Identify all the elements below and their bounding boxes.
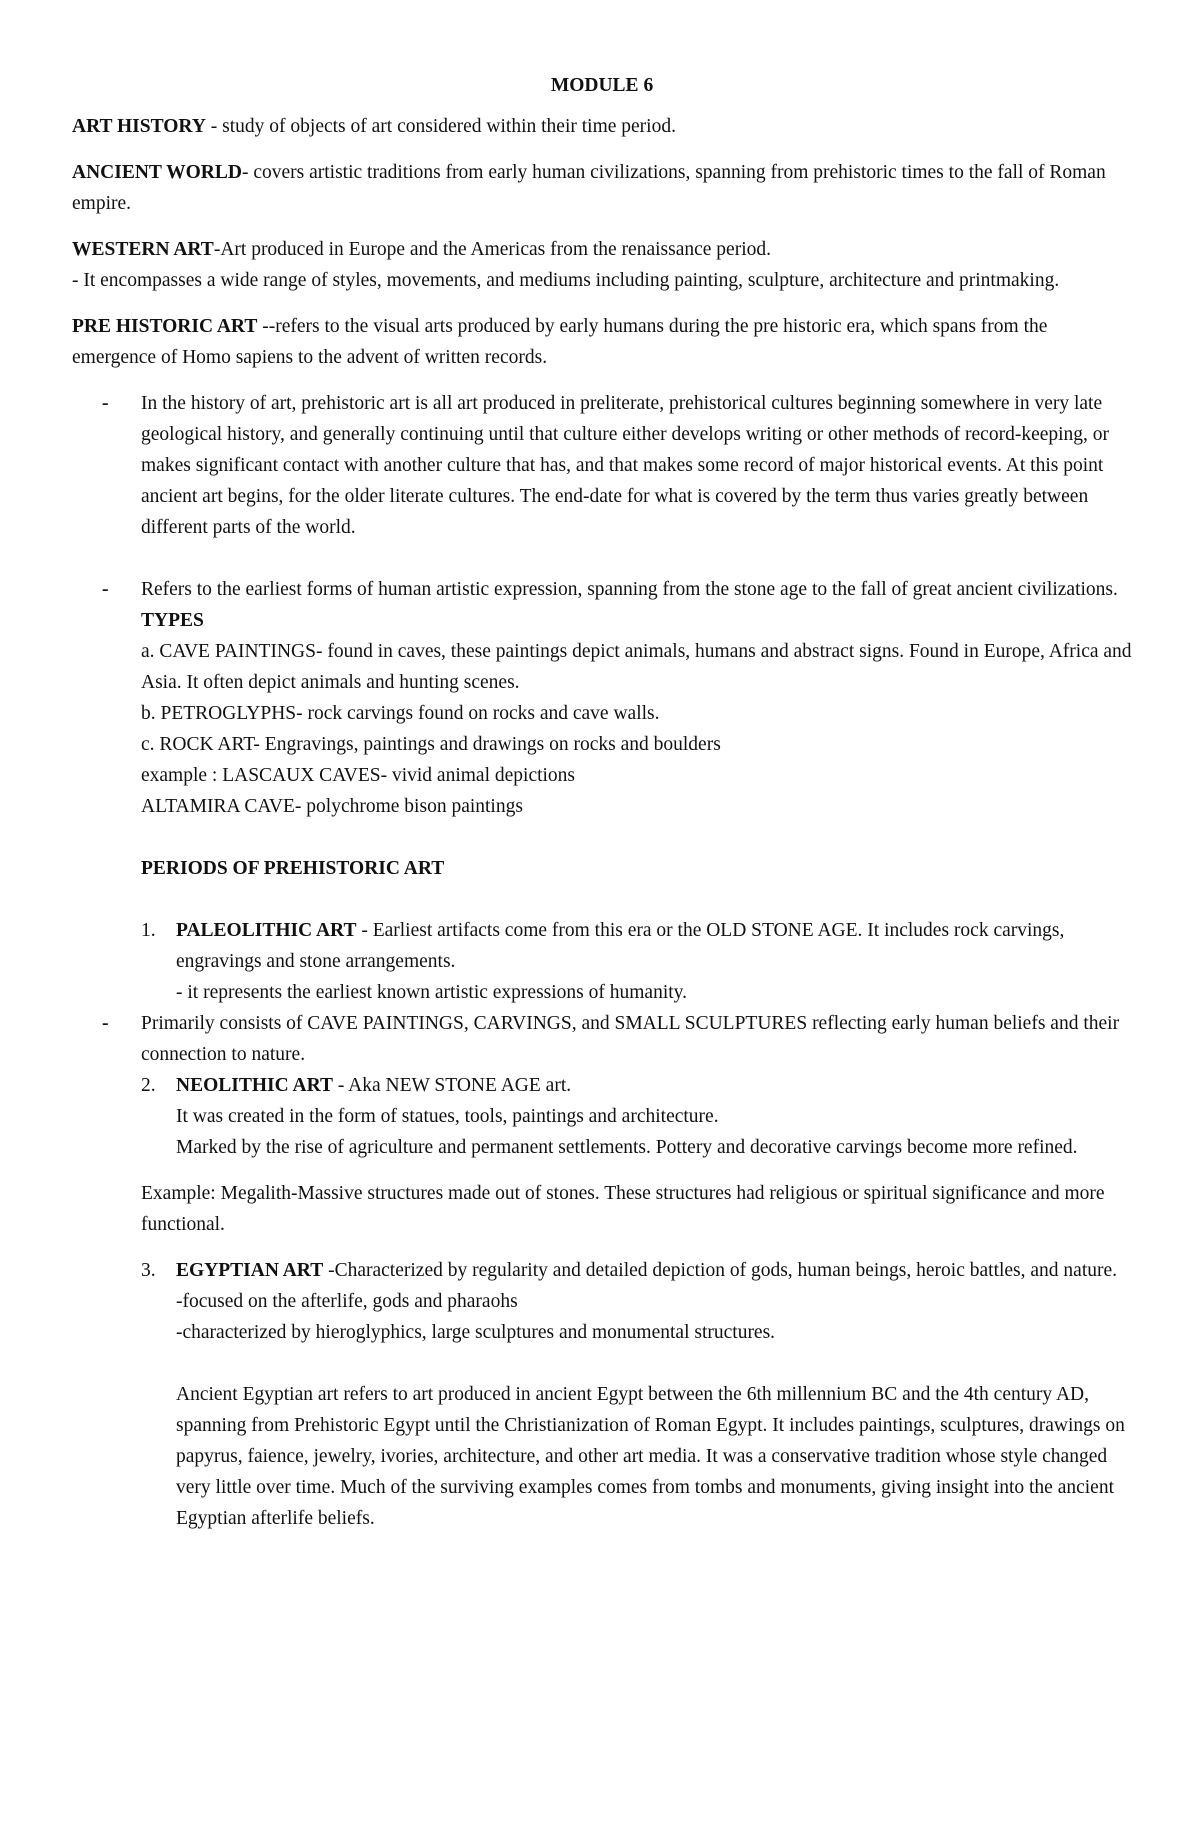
paleolithic-line2: - it represents the earliest known artistic expressions of humanity. [176, 982, 688, 1003]
ancient-world-term: ANCIENT WORLD [72, 162, 242, 183]
art-history-definition [72, 111, 1132, 142]
western-art-line2: - It encompasses a wide range of styles, movements, and mediums including painting, sculpture, architecture and printmaking. [72, 270, 1060, 291]
list-number: 1. [141, 920, 156, 941]
period-paleolithic [72, 915, 1132, 1008]
neolithic-text: - Aka NEW STONE AGE art. [332, 1075, 572, 1096]
list-number: 3. [141, 1260, 156, 1281]
neolithic-example: Example: Megalith-Massive structures made out of stones. These structures had religious or spiritual significance and more functional. [141, 1183, 1105, 1235]
egyptian-paragraph: Ancient Egyptian art refers to art produced in ancient Egypt between the 6th millennium BC and the 4th century AD, spanning from Prehistoric Egypt until the Christianization of Roman Egypt. It includes paintings, sculptures, drawings on papyrus, faience, jewelry, ivories, architecture, and other art media. It was a conservative tradition whose style changed very little over time. Much of the surviving examples comes from tombs and monuments, giving insight into the ancient Egyptian afterlife beliefs. [176, 1384, 1125, 1529]
periods-heading: PERIODS OF PREHISTORIC ART [141, 858, 445, 879]
types-heading: TYPES [141, 610, 204, 631]
bullet-dash: - [102, 579, 109, 600]
western-art-term: WESTERN ART [72, 239, 214, 260]
period-neolithic [72, 1070, 1132, 1163]
neolithic-line2: It was created in the form of statues, tools, paintings and architecture. [176, 1106, 719, 1127]
bullet-dash: - [102, 393, 109, 414]
paleolithic-bullet [72, 1008, 1132, 1070]
prehistoric-definition [72, 311, 1132, 373]
paleolithic-text: - Earliest artifacts come from this era or the OLD STONE AGE. It includes rock carvings, engravings and stone arrangements. [176, 920, 1065, 972]
egyptian-text: -Characterized by regularity and detailed depiction of gods, human beings, heroic battles, and nature. [323, 1260, 1118, 1281]
ancient-world-definition [72, 157, 1132, 219]
egyptian-line3: -characterized by hieroglyphics, large sculptures and monumental structures. [176, 1322, 776, 1343]
neolithic-line3: Marked by the rise of agriculture and permanent settlements. Pottery and decorative carvings become more refined. [176, 1137, 1078, 1158]
type-example-1: example : LASCAUX CAVES- vivid animal depictions [141, 765, 576, 786]
art-history-text: - study of objects of art considered within their time period. [205, 116, 676, 137]
prehistoric-text: --refers to the visual arts produced by early humans during the pre historic era, which spans from the emergence of Homo sapiens to the advent of written records. [72, 316, 1048, 368]
type-a: a. CAVE PAINTINGS- found in caves, these paintings depict animals, humans and abstract signs. Found in Europe, Africa and Asia. It often depict animals and hunting scenes. [141, 641, 1132, 693]
page-title: MODULE 6 [550, 75, 654, 96]
prehistoric-term: PRE HISTORIC ART [72, 316, 258, 337]
prehistoric-bullet-1 [72, 388, 1132, 543]
period-egyptian [72, 1255, 1132, 1534]
type-c: c. ROCK ART- Engravings, paintings and drawings on rocks and boulders [141, 734, 721, 755]
western-art-text: -Art produced in Europe and the Americas from the renaissance period. [213, 239, 771, 260]
types-section [72, 605, 1132, 915]
prehistoric-bullet-2 [72, 574, 1132, 605]
bullet-text: In the history of art, prehistoric art is all art produced in preliterate, prehistorical cultures beginning somewhere in very late geological history, and generally continuing until that culture either develops writing or other methods of record-keeping, or makes significant contact with another culture that has, and that makes some record of major historical events. At this point ancient art begins, for the older literate cultures. The end-date for what is covered by the term thus varies greatly between different parts of the world. [141, 393, 1110, 538]
ancient-world-text: - covers artistic traditions from early human civilizations, spanning from prehistoric times to the fall of Roman empire. [72, 162, 1106, 214]
egyptian-line2: -focused on the afterlife, gods and pharaohs [176, 1291, 518, 1312]
bullet-dash: - [102, 1013, 109, 1034]
type-example-2: ALTAMIRA CAVE- polychrome bison paintings [141, 796, 523, 817]
egyptian-term: EGYPTIAN ART [176, 1260, 324, 1281]
paleolithic-term: PALEOLITHIC ART [176, 920, 357, 941]
bullet-text: Refers to the earliest forms of human artistic expression, spanning from the stone age to the fall of great ancient civilizations. [141, 579, 1118, 600]
bullet-text: Primarily consists of CAVE PAINTINGS, CARVINGS, and SMALL SCULPTURES reflecting early human beliefs and their connection to nature. [141, 1013, 1120, 1065]
art-history-term: ART HISTORY [72, 116, 206, 137]
list-number: 2. [141, 1075, 156, 1096]
document-page [72, 70, 1132, 1534]
type-b: b. PETROGLYPHS- rock carvings found on rocks and cave walls. [141, 703, 660, 724]
neolithic-term: NEOLITHIC ART [176, 1075, 333, 1096]
western-art-definition [72, 234, 1132, 296]
